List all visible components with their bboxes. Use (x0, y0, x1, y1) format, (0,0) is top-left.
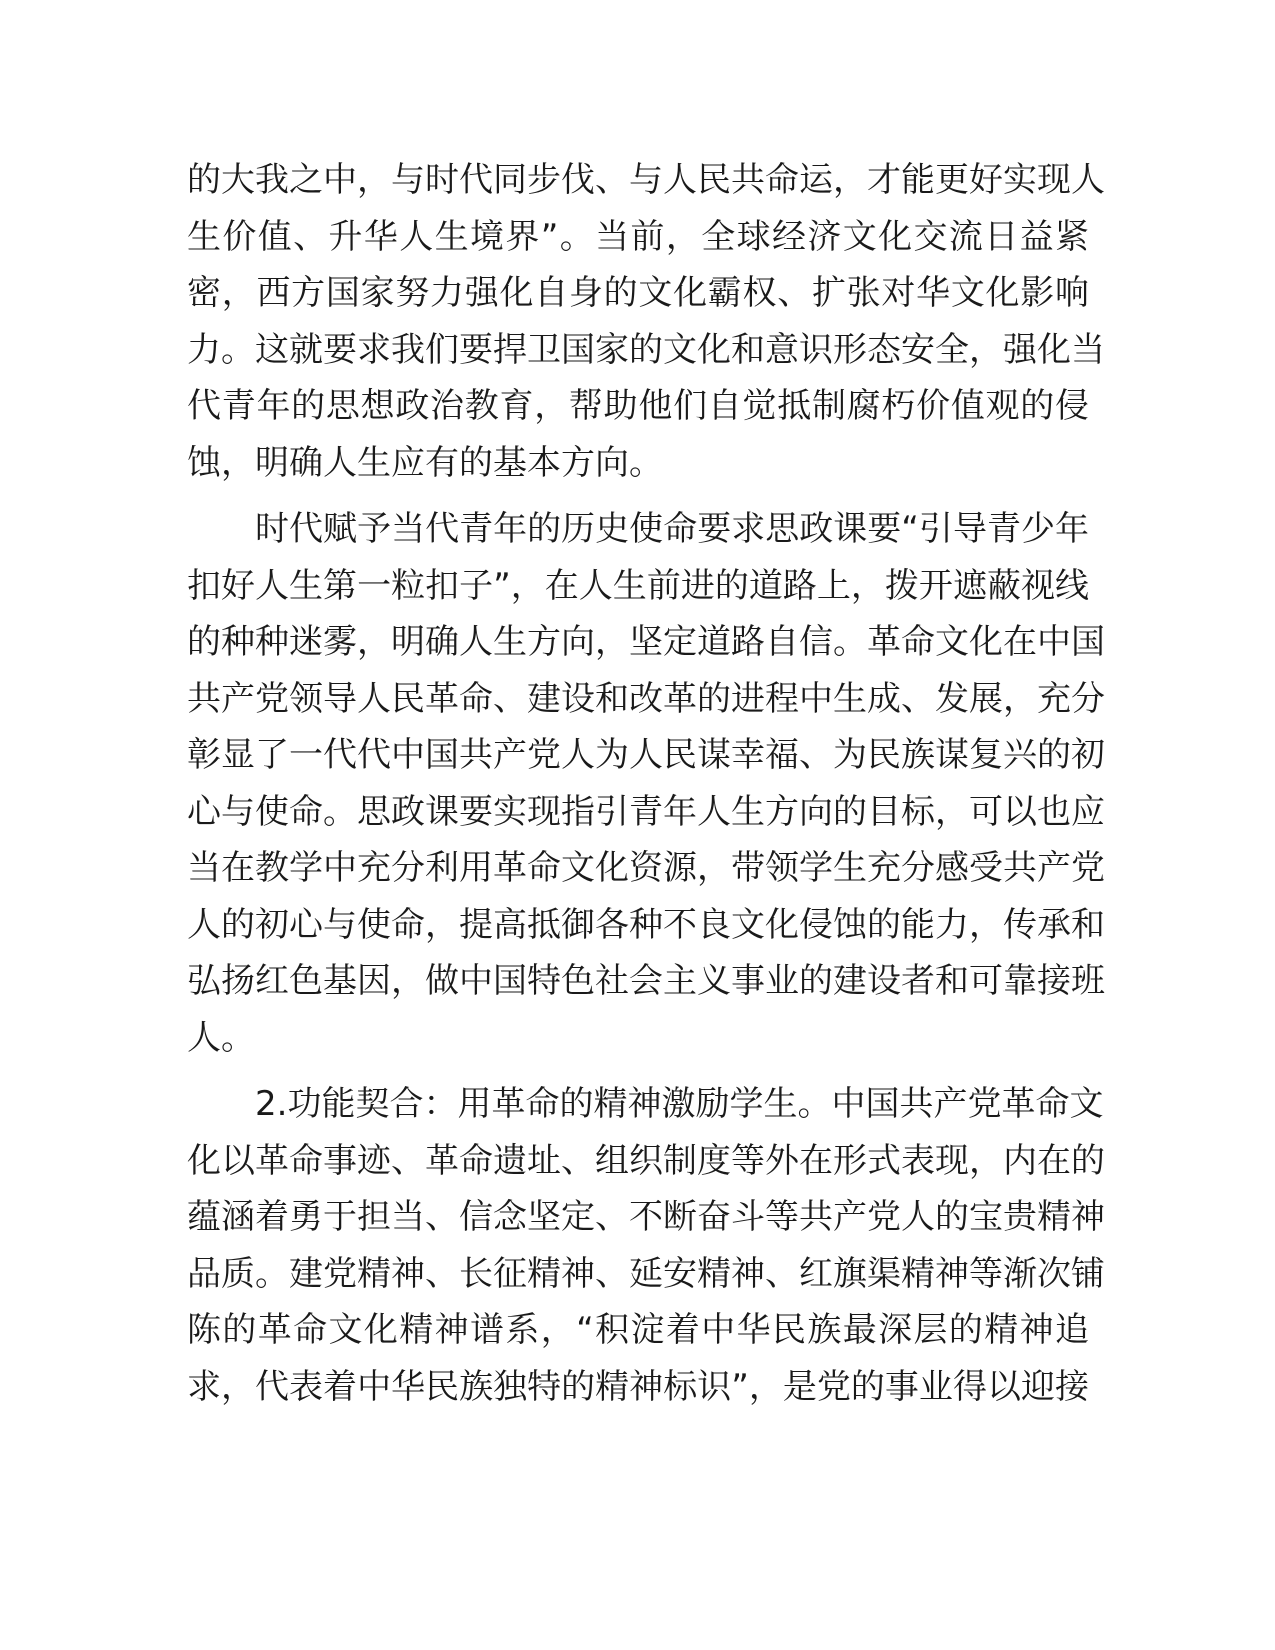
text-line: 人的初心与使命，提高抵御各种不良文化侵蚀的能力，传承和 (187, 904, 1105, 945)
text-line: 人。 (187, 1017, 255, 1058)
text-line: 蕴涵着勇于担当、信念坚定、不断奋斗等共产党人的宝贵精神 (187, 1197, 1105, 1237)
text-line: 力。这就要求我们要捍卫国家的文化和意识形态安全，强化当 (187, 329, 1105, 370)
body-text (187, 152, 1105, 1415)
text-line: 共产党领导人民革命、建设和改革的进程中生成、发展，充分 (187, 678, 1105, 719)
text-line: 蚀，明确人生应有的基本方向。 (187, 442, 663, 483)
text-line: 彰显了一代代中国共产党人为人民谋幸福、为民族谋复兴的初 (187, 735, 1105, 775)
text-line: 当在教学中充分利用革命文化资源，带领学生充分感受共产党 (187, 848, 1105, 888)
text-line: 扣好人生第一粒扣子”，在人生前进的道路上，拨开遮蔽视线 (187, 565, 1089, 606)
text-line: 密，西方国家努力强化自身的文化霸权、扩张对华文化影响 (187, 273, 1089, 313)
text-line: 心与使命。思政课要实现指引青年人生方向的目标，可以也应 (187, 791, 1105, 832)
text-line: 弘扬红色基因，做中国特色社会主义事业的建设者和可靠接班 (187, 961, 1105, 1001)
text-line: 生价值、升华人生境界”。当前，全球经济文化交流日益紧 (187, 216, 1089, 257)
paragraph-2 (187, 501, 1105, 1066)
paragraph-3 (187, 1076, 1105, 1415)
text-line: 的种种迷雾，明确人生方向，坚定道路自信。革命文化在中国 (187, 622, 1105, 662)
paragraph-gap (187, 491, 1089, 501)
text-line: 代青年的思想政治教育，帮助他们自觉抵制腐朽价值观的侵 (187, 386, 1089, 426)
text-line: 求，代表着中华民族独特的精神标识”，是党的事业得以迎接 (187, 1366, 1089, 1407)
text-line: 化以革命事迹、革命遗址、组织制度等外在形式表现，内在的 (187, 1140, 1105, 1181)
text-line: 的大我之中，与时代同步伐、与人民共命运，才能更好实现人 (187, 160, 1105, 200)
text-line: 品质。建党精神、长征精神、延安精神、红旗渠精神等渐次铺 (187, 1253, 1105, 1294)
text-line: 2.功能契合：用革命的精神激励学生。中国共产党革命文 (187, 1084, 1104, 1124)
text-line: 陈的革命文化精神谱系，“积淀着中华民族最深层的精神追 (187, 1310, 1089, 1350)
paragraph-gap (187, 1066, 1089, 1076)
text-line: 时代赋予当代青年的历史使命要求思政课要“引导青少年 (187, 509, 1089, 549)
paragraph-1 (187, 152, 1105, 491)
